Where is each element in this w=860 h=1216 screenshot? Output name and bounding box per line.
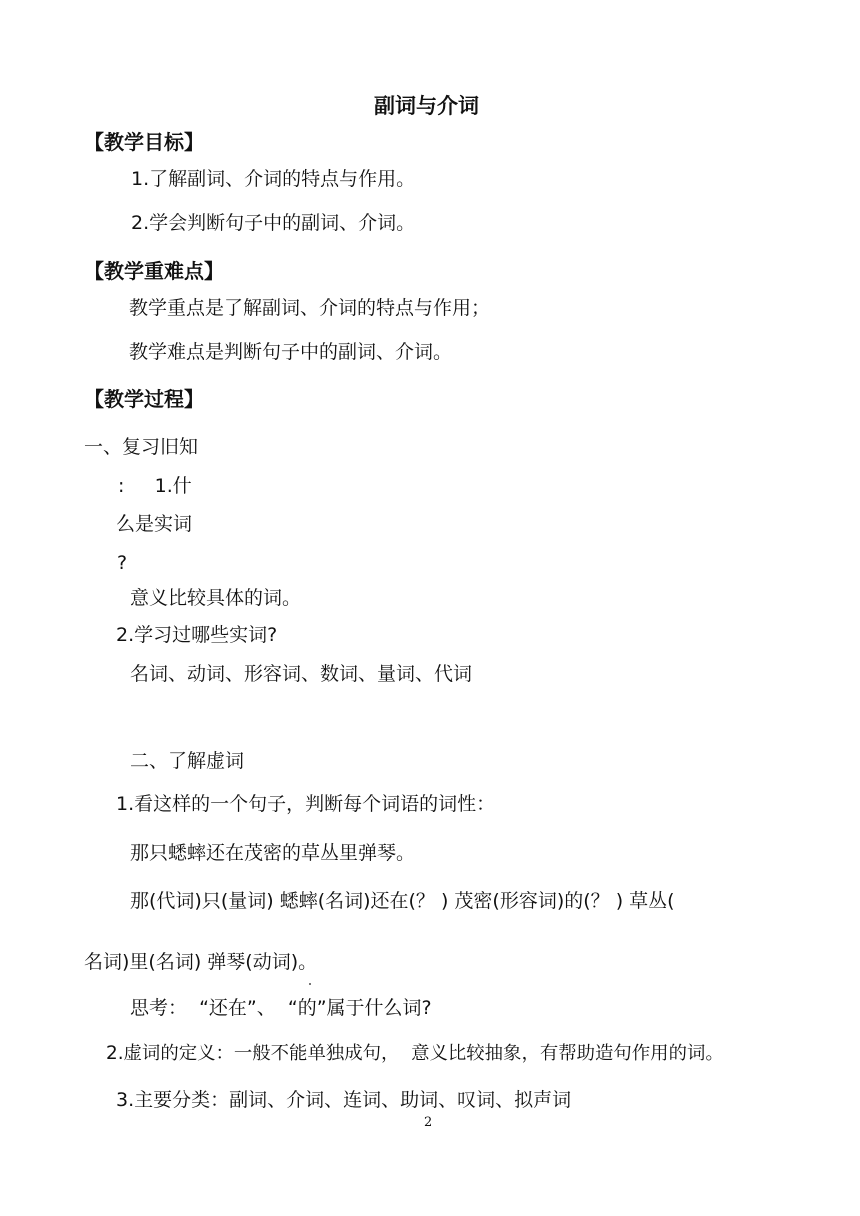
review-answer-1: 意义比较具体的词。 xyxy=(130,587,302,609)
review-question-2: 2.学习过哪些实词? xyxy=(116,624,278,646)
objective-item-2: 2.学会判断句子中的副词、介词。 xyxy=(131,212,416,234)
review-question-1-part-c: ? xyxy=(117,552,128,574)
example-analysis-line-1: 那(代词)只(量词) 蟋蟀(名词)还在(？ ) 茂密(形容词)的(？ ) 草丛( xyxy=(130,890,675,912)
example-sentence: 那只蟋蟀还在茂密的草丛里弹琴。 xyxy=(130,842,416,864)
section-heading-objectives: 【教学目标】 xyxy=(84,130,204,154)
review-answer-2: 名词、动词、形容词、数词、量词、代词 xyxy=(130,663,473,685)
review-question-1-part-b: 么是实词 xyxy=(116,513,193,535)
function-words-title: 二、了解虚词 xyxy=(130,750,245,772)
key-point-item-1: 教学重点是了解副词、介词的特点与作用； xyxy=(129,297,491,319)
function-words-item-1: 1.看这样的一个句子，判断每个词语的词性： xyxy=(116,793,496,815)
page-number: 2 xyxy=(424,1115,433,1130)
think-question: 思考： “还在”、 “的”属于什么词? xyxy=(130,997,432,1019)
objective-item-1: 1.了解副词、介词的特点与作用。 xyxy=(131,168,416,190)
review-title: 一、复习旧知 xyxy=(84,436,199,458)
example-analysis-line-2: 名词)里(名词) 弹琴(动词)。 xyxy=(84,951,318,973)
section-heading-key-points: 【教学重难点】 xyxy=(84,259,224,283)
function-words-definition: 2.虚词的定义：一般不能单独成句， 意义比较抽象，有帮助造句作用的词。 xyxy=(106,1043,724,1064)
key-point-item-2: 教学难点是判断句子中的副词、介词。 xyxy=(129,341,453,363)
section-heading-process: 【教学过程】 xyxy=(84,387,204,411)
review-question-1-part-a: : 1.什 xyxy=(118,475,192,497)
document-title: 副词与介词 xyxy=(374,94,479,118)
function-words-categories: 3.主要分类：副词、介词、连词、助词、叹词、拟声词 xyxy=(116,1089,572,1111)
stray-dot xyxy=(309,983,311,985)
